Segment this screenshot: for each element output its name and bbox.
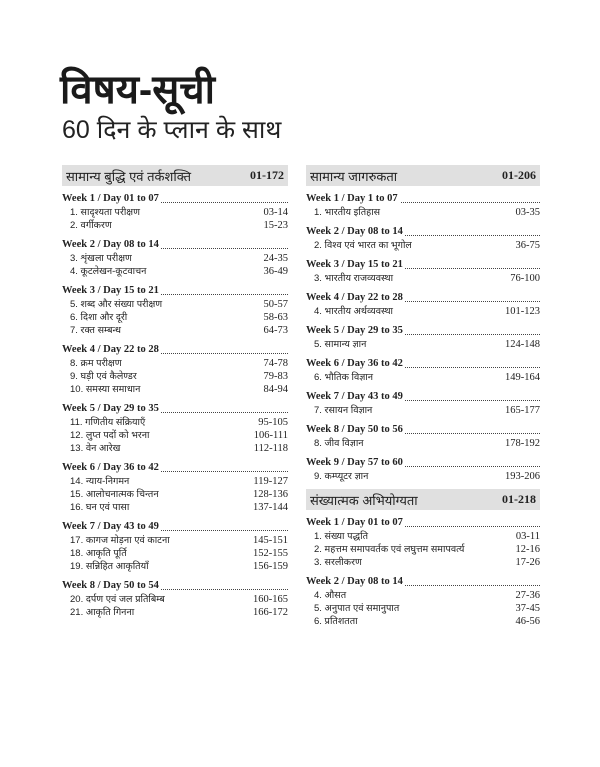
toc-section (62, 165, 288, 619)
week-heading (306, 389, 540, 404)
week-group (62, 519, 288, 573)
page-subtitle: 60 दिन के प्लान के साथ (62, 116, 282, 144)
chapter-pages: 24-35 (263, 253, 288, 264)
chapter-pages: 84-94 (263, 384, 288, 395)
chapter-title: 6. प्रतिशतता (314, 616, 358, 627)
week-label: Week 1 / Day 01 to 07 (62, 193, 159, 204)
week-group (306, 191, 540, 219)
week-group (306, 356, 540, 384)
toc-entry[interactable] (62, 416, 288, 429)
chapter-pages: 12-16 (515, 544, 540, 555)
chapter-title: 20. दर्पण एवं जल प्रतिबिम्ब (70, 594, 165, 605)
week-label: Week 5 / Day 29 to 35 (62, 403, 159, 414)
toc-entry[interactable] (62, 324, 288, 337)
week-label: Week 2 / Day 08 to 14 (62, 239, 159, 250)
chapter-pages: 50-57 (263, 299, 288, 310)
week-heading (62, 401, 288, 416)
chapter-pages: 128-136 (253, 489, 288, 500)
week-heading (306, 323, 540, 338)
chapter-pages: 36-75 (515, 240, 540, 251)
chapter-title: 18. आकृति पूर्ति (70, 548, 127, 559)
left-column (62, 165, 288, 625)
chapter-pages: 03-11 (515, 531, 540, 542)
week-heading (62, 283, 288, 298)
chapter-pages: 119-127 (253, 476, 288, 487)
toc-entry[interactable] (62, 606, 288, 619)
week-heading (62, 519, 288, 534)
week-heading (62, 237, 288, 252)
toc-entry[interactable] (62, 383, 288, 396)
week-heading (306, 356, 540, 371)
toc-entry[interactable] (62, 488, 288, 501)
chapter-title: 21. आकृति गिनना (70, 607, 135, 618)
chapter-title: 7. रक्त सम्बन्ध (70, 325, 122, 336)
chapter-title: 3. शृंखला परीक्षण (70, 253, 132, 264)
chapter-pages: 15-23 (263, 220, 288, 231)
toc-entry[interactable] (62, 357, 288, 370)
toc-entry[interactable] (306, 371, 540, 384)
chapter-title: 8. क्रम परीक्षण (70, 358, 122, 369)
chapter-title: 8. जीव विज्ञान (314, 438, 364, 449)
chapter-pages: 27-36 (515, 590, 540, 601)
week-group (306, 422, 540, 450)
chapter-pages: 166-172 (253, 607, 288, 618)
week-label: Week 8 / Day 50 to 56 (306, 424, 403, 435)
toc-entry[interactable] (62, 442, 288, 455)
week-heading (306, 455, 540, 470)
right-column (306, 165, 540, 634)
toc-entry[interactable] (306, 305, 540, 318)
week-heading (306, 290, 540, 305)
toc-entry[interactable] (306, 530, 540, 543)
week-label: Week 6 / Day 36 to 42 (62, 462, 159, 473)
chapter-pages: 79-83 (263, 371, 288, 382)
chapter-title: 12. लुप्त पदों को भरना (70, 430, 150, 441)
chapter-pages: 17-26 (515, 557, 540, 568)
chapter-title: 11. गणितीय संक्रियाएँ (70, 417, 146, 428)
chapter-title: 2. विश्व एवं भारत का भूगोल (314, 240, 412, 251)
toc-entry[interactable] (306, 543, 540, 556)
chapter-title: 4. भारतीय अर्थव्यवस्था (314, 306, 394, 317)
chapter-pages: 36-49 (263, 266, 288, 277)
chapter-title: 6. भौतिक विज्ञान (314, 372, 374, 383)
week-label: Week 2 / Day 08 to 14 (306, 576, 403, 587)
chapter-pages: 178-192 (505, 438, 540, 449)
week-group (62, 578, 288, 619)
chapter-pages: 95-105 (258, 417, 288, 428)
chapter-pages: 160-165 (253, 594, 288, 605)
week-label: Week 2 / Day 08 to 14 (306, 226, 403, 237)
week-label: Week 4 / Day 22 to 28 (306, 292, 403, 303)
chapter-title: 6. दिशा और दूरी (70, 312, 128, 323)
chapter-title: 1. सादृश्यता परीक्षण (70, 207, 140, 218)
week-label: Week 7 / Day 43 to 49 (62, 521, 159, 532)
week-group (306, 224, 540, 252)
week-group (306, 389, 540, 417)
toc-entry[interactable] (62, 547, 288, 560)
toc-entry[interactable] (306, 272, 540, 285)
week-group (62, 283, 288, 337)
week-label: Week 7 / Day 43 to 49 (306, 391, 403, 402)
toc-entry[interactable] (62, 534, 288, 547)
chapter-pages: 74-78 (263, 358, 288, 369)
section-title: संख्यात्मक अभियोग्यता (310, 492, 418, 508)
section-header (62, 165, 288, 186)
section-header (306, 489, 540, 510)
week-heading (306, 422, 540, 437)
toc-entry[interactable] (62, 370, 288, 383)
chapter-title: 2. वर्गीकरण (70, 220, 112, 231)
week-heading (62, 460, 288, 475)
chapter-pages: 03-14 (263, 207, 288, 218)
week-heading (306, 515, 540, 530)
week-label: Week 4 / Day 22 to 28 (62, 344, 159, 355)
week-heading (306, 224, 540, 239)
section-title: सामान्य बुद्धि एवं तर्कशक्ति (66, 168, 192, 184)
section-header (306, 165, 540, 186)
toc-entry[interactable] (306, 602, 540, 615)
week-heading (306, 574, 540, 589)
week-group (306, 574, 540, 628)
chapter-title: 10. समस्या समाधान (70, 384, 141, 395)
toc-entry[interactable] (62, 429, 288, 442)
week-group (62, 460, 288, 514)
week-heading (62, 578, 288, 593)
chapter-pages: 03-35 (515, 207, 540, 218)
chapter-pages: 106-111 (253, 430, 288, 441)
chapter-title: 13. वेन आरेख (70, 443, 121, 454)
week-group (306, 455, 540, 483)
chapter-title: 7. रसायन विज्ञान (314, 405, 373, 416)
chapter-title: 16. घन एवं पासा (70, 502, 130, 513)
chapter-pages: 46-56 (515, 616, 540, 627)
toc-entry[interactable] (306, 206, 540, 219)
chapter-title: 9. कम्प्यूटर ज्ञान (314, 471, 369, 482)
chapter-pages: 137-144 (253, 502, 288, 513)
week-label: Week 3 / Day 15 to 21 (306, 259, 403, 270)
chapter-pages: 101-123 (505, 306, 540, 317)
chapter-title: 1. भारतीय इतिहास (314, 207, 381, 218)
chapter-pages: 112-118 (253, 443, 288, 454)
toc-entry[interactable] (62, 560, 288, 573)
week-group (306, 515, 540, 569)
toc-entry[interactable] (62, 298, 288, 311)
toc-entry[interactable] (306, 589, 540, 602)
week-heading (62, 191, 288, 206)
chapter-pages: 58-63 (263, 312, 288, 323)
week-group (306, 257, 540, 285)
chapter-title: 4. कूटलेखन-कूटवाचन (70, 266, 147, 277)
chapter-title: 19. सन्निहित आकृतियाँ (70, 561, 149, 572)
section-page-range: 01-172 (250, 168, 284, 182)
week-group (62, 342, 288, 396)
section-page-range: 01-218 (502, 492, 536, 506)
chapter-title: 14. न्याय-निगमन (70, 476, 130, 487)
toc-entry[interactable] (62, 593, 288, 606)
chapter-pages: 149-164 (505, 372, 540, 383)
toc-entry[interactable] (306, 239, 540, 252)
chapter-title: 5. शब्द और संख्या परीक्षण (70, 299, 163, 310)
week-group (62, 191, 288, 232)
week-label: Week 3 / Day 15 to 21 (62, 285, 159, 296)
toc-entry[interactable] (306, 615, 540, 628)
week-heading (62, 342, 288, 357)
week-heading (306, 257, 540, 272)
toc-entry[interactable] (62, 252, 288, 265)
chapter-title: 17. कागज मोड़ना एवं काटना (70, 535, 170, 546)
chapter-title: 3. भारतीय राजव्यवस्था (314, 273, 394, 284)
chapter-title: 3. सरलीकरण (314, 557, 362, 568)
section-title: सामान्य जागरुकता (310, 168, 398, 184)
toc-entry[interactable] (306, 437, 540, 450)
chapter-title: 5. सामान्य ज्ञान (314, 339, 367, 350)
toc-entry[interactable] (62, 475, 288, 488)
toc-entry[interactable] (306, 404, 540, 417)
chapter-pages: 156-159 (253, 561, 288, 572)
week-label: Week 1 / Day 01 to 07 (306, 517, 403, 528)
week-group (62, 237, 288, 278)
toc-entry[interactable] (306, 470, 540, 483)
chapter-title: 1. संख्या पद्धति (314, 531, 369, 542)
week-group (306, 323, 540, 351)
week-label: Week 6 / Day 36 to 42 (306, 358, 403, 369)
chapter-title: 9. घड़ी एवं कैलेण्डर (70, 371, 137, 382)
week-group (306, 290, 540, 318)
toc-entry[interactable] (62, 501, 288, 514)
chapter-pages: 76-100 (510, 273, 540, 284)
week-group (62, 401, 288, 455)
chapter-pages: 193-206 (505, 471, 540, 482)
toc-entry[interactable] (62, 206, 288, 219)
chapter-pages: 165-177 (505, 405, 540, 416)
toc-entry[interactable] (306, 338, 540, 351)
chapter-pages: 37-45 (515, 603, 540, 614)
week-label: Week 8 / Day 50 to 54 (62, 580, 159, 591)
section-page-range: 01-206 (502, 168, 536, 182)
toc-entry[interactable] (62, 265, 288, 278)
page-title: विषय-सूची (60, 68, 216, 112)
chapter-title: 4. औसत (314, 590, 347, 601)
toc-entry[interactable] (62, 219, 288, 232)
chapter-pages: 64-73 (263, 325, 288, 336)
chapter-pages: 152-155 (253, 548, 288, 559)
chapter-title: 5. अनुपात एवं समानुपात (314, 603, 400, 614)
chapter-pages: 124-148 (505, 339, 540, 350)
week-heading (306, 191, 540, 206)
chapter-pages: 145-151 (253, 535, 288, 546)
week-label: Week 1 / Day 1 to 07 (306, 193, 398, 204)
week-label: Week 5 / Day 29 to 35 (306, 325, 403, 336)
toc-section (306, 489, 540, 628)
toc-entry[interactable] (306, 556, 540, 569)
toc-entry[interactable] (62, 311, 288, 324)
chapter-title: 15. आलोचनात्मक चिन्तन (70, 489, 159, 500)
chapter-title: 2. महत्तम समापवर्तक एवं लघुत्तम समापवर्त्य (314, 544, 465, 555)
week-label: Week 9 / Day 57 to 60 (306, 457, 403, 468)
toc-section (306, 165, 540, 483)
